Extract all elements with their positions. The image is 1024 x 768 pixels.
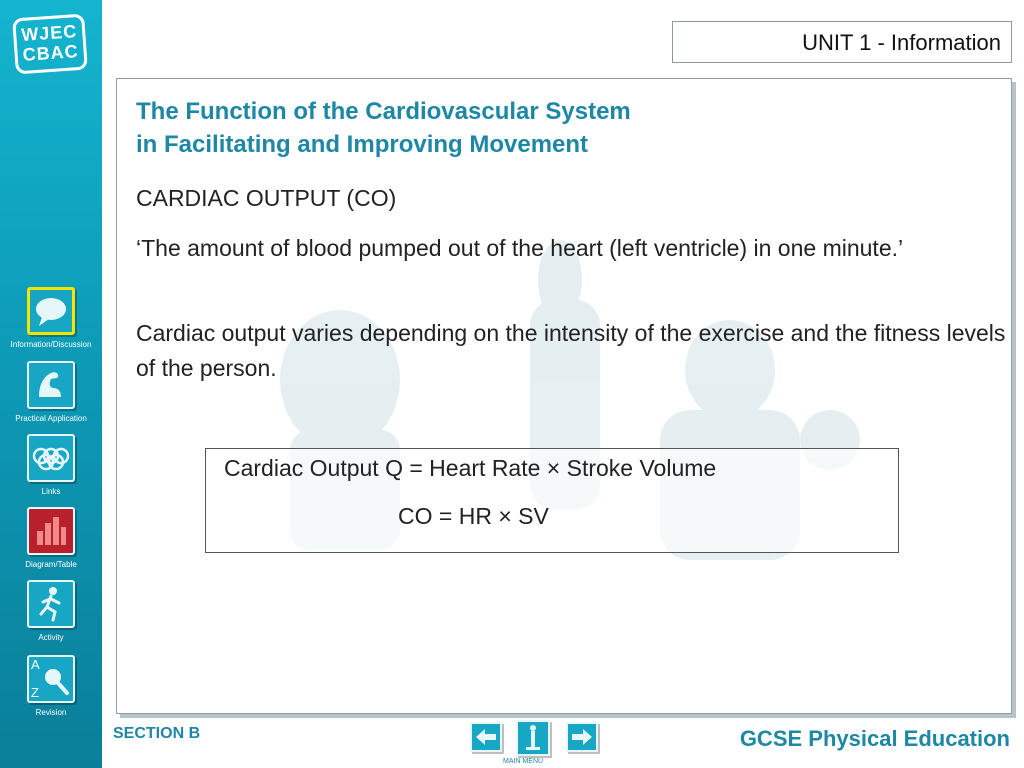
logo-line2: CBAC	[21, 41, 80, 65]
sidebar-item-label: Diagram/Table	[25, 560, 77, 569]
page-title-line1: The Function of the Cardiovascular System	[136, 98, 631, 125]
formula-line1: Cardiac Output Q = Heart Rate × Stroke Volume	[224, 455, 717, 481]
sidebar-item-activity[interactable]	[0, 580, 102, 642]
logo-line1: WJEC	[20, 21, 78, 45]
sidebar-item-label: Practical Application	[15, 414, 87, 423]
page-title-line2: in Facilitating and Improving Movement	[136, 131, 589, 158]
wjec-cbac-logo	[12, 14, 88, 75]
revision-icon-letter-a: A	[31, 657, 40, 672]
sidebar	[0, 0, 102, 768]
arrow-left-icon	[472, 724, 500, 750]
sidebar-item-information-discussion[interactable]	[0, 287, 102, 349]
main-menu-button[interactable]	[516, 720, 550, 756]
formula-line2: CO = HR × SV	[398, 503, 549, 529]
bar-chart-icon	[27, 507, 75, 555]
sidebar-item-revision[interactable]	[0, 655, 102, 717]
a-z-magnifier-icon	[27, 655, 75, 703]
main-menu-icon	[518, 722, 548, 754]
revision-icon-letter-z: Z	[31, 685, 39, 700]
unit-label: UNIT 1 - Information	[802, 30, 1001, 55]
runner-icon	[27, 580, 75, 628]
sidebar-item-links[interactable]	[0, 434, 102, 496]
explanation-text: Cardiac output varies depending on the intensity of the exercise and the fitness levels of the person.	[136, 320, 1006, 381]
flexed-arm-icon	[27, 361, 75, 409]
athletes-watermark	[230, 240, 870, 610]
section-label: SECTION B	[113, 725, 201, 742]
sidebar-item-diagram-table[interactable]	[0, 507, 102, 569]
rings-icon	[27, 434, 75, 482]
back-button[interactable]	[470, 722, 502, 752]
sidebar-item-label: Links	[41, 487, 61, 496]
definition-text: ‘The amount of blood pumped out of the heart (left ventricle) in one minute.’	[136, 235, 904, 261]
sidebar-item-label: Revision	[35, 708, 67, 717]
sidebar-item-practical-application[interactable]	[0, 361, 102, 423]
speech-bubble-icon	[27, 287, 75, 335]
next-button[interactable]	[566, 722, 598, 752]
subheading: CARDIAC OUTPUT (CO)	[136, 185, 397, 211]
unit-header	[672, 21, 1012, 63]
sidebar-item-label: Information/Discussion	[10, 340, 92, 349]
page-title	[136, 95, 896, 161]
main-menu-label: MAIN MENU	[503, 758, 544, 765]
formula-box	[205, 448, 899, 553]
arrow-right-icon	[568, 724, 596, 750]
sidebar-item-label: Activity	[38, 633, 64, 642]
course-title: GCSE Physical Education	[739, 726, 1010, 751]
